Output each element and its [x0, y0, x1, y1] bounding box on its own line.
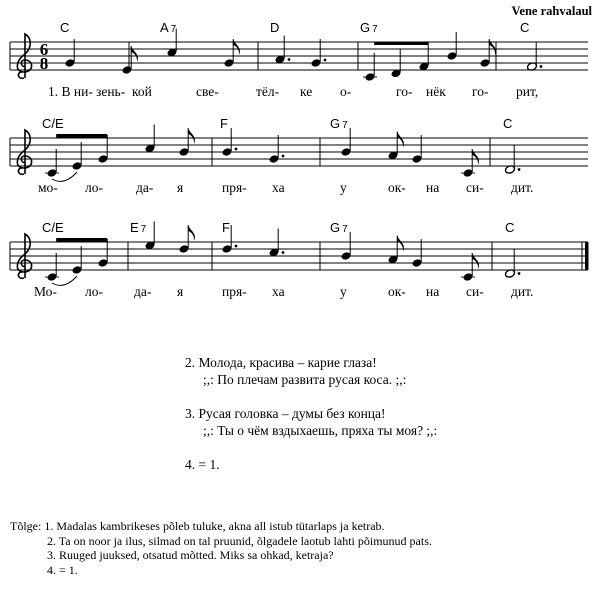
chord-symbol: G 7 [330, 220, 348, 235]
final-barline [585, 242, 589, 270]
lyric-syllable: кой [132, 84, 152, 99]
augmentation-dot [282, 251, 285, 254]
staff-system-2 [10, 116, 588, 195]
chord-symbol: C/E [42, 220, 64, 235]
lyric-syllable: си- [466, 180, 484, 195]
note-beam [374, 42, 428, 46]
lyric-syllable: дит. [511, 180, 534, 195]
note-flag [188, 225, 195, 241]
verse-3-line-2: ;,: Ты о чём вздыхаешь, пряха ты моя? ;,: [203, 423, 438, 438]
chord-symbol: G 7 [330, 116, 348, 131]
lyric-syllable: мо- [38, 180, 58, 195]
lyric-syllable: у [340, 180, 347, 195]
chord-symbol: C [520, 20, 530, 35]
chord-symbol: C [505, 220, 515, 235]
translation-line-3: 3. Ruuged juuksed, otsatud mõtted. Miks sa ohkad, ketraja? [47, 548, 334, 563]
note-flag [472, 253, 479, 269]
augmentation-dot [235, 148, 238, 151]
time-signature-top: 6 [39, 40, 49, 59]
lyric-syllable: ок- [388, 180, 406, 195]
translation-line-1: Tõlge: 1. Madalas kambrikeses põleb tuluke, akna all istub tütarlaps ja ketrab. [10, 519, 385, 533]
chord-symbol: C [503, 116, 513, 131]
translation-line-4: 4. = 1. [47, 562, 78, 577]
note-flag [472, 149, 479, 165]
lyric-syllable: пря- [222, 180, 247, 195]
lyric-syllable: го- [472, 84, 489, 99]
staff-system-3 [10, 220, 589, 299]
lyric-syllable: да- [134, 284, 152, 299]
note-flag [188, 128, 195, 144]
lyric-syllable: на [426, 180, 440, 195]
lyric-syllable: пря- [222, 284, 247, 299]
lyric-syllable: о- [340, 84, 352, 99]
lyric-syllable: у [340, 284, 347, 299]
lyric-syllable: Мо- [34, 284, 57, 299]
lyric-syllable: дит. [511, 284, 534, 299]
time-signature-bottom: 8 [39, 54, 49, 73]
lyric-syllable: рит, [516, 84, 539, 99]
chord-symbol: G 7 [360, 20, 378, 35]
lyric-syllable: на [426, 284, 440, 299]
note-flag [489, 39, 496, 55]
chord-symbol: A 7 [160, 20, 177, 35]
lyric-syllable: да- [136, 180, 154, 195]
chord-symbol: F [220, 116, 228, 131]
lyric-syllable: я [177, 180, 184, 195]
translation-line-2: 2. Ta on noor ja ilus, silmad on tal pruunid, õlgadele laotub lahti põimunud pats. [47, 533, 432, 548]
augmentation-dot [324, 59, 327, 62]
additional-verses [185, 354, 437, 473]
lyric-syllable: ха [272, 180, 285, 195]
lyric-syllable: зень- [96, 84, 126, 99]
translation-block [10, 519, 432, 577]
lyric-syllable: ха [272, 284, 285, 299]
augmentation-dot [540, 65, 543, 68]
lyric-syllable: я [177, 284, 184, 299]
chord-symbol: C/E [42, 116, 64, 131]
lyric-syllable: ке [300, 84, 313, 99]
lyric-syllable: 1. В ни- [48, 84, 93, 99]
augmentation-dot [288, 58, 291, 61]
augmentation-dot [282, 155, 285, 158]
augmentation-dot [518, 272, 521, 275]
augmentation-dot [235, 245, 238, 248]
lyric-syllable: тёл- [256, 84, 280, 99]
staff-system-1 [10, 20, 588, 99]
note-flag [233, 39, 240, 55]
verse-2-line-2: ;,: По плечам развита русая коса. ;,: [203, 372, 407, 387]
lyric-syllable: си- [466, 284, 484, 299]
chord-symbol: F [222, 220, 230, 235]
chord-symbol: C [60, 20, 70, 35]
augmentation-dot [518, 168, 521, 171]
note-flag [131, 46, 138, 62]
lyric-syllable: све- [196, 84, 219, 99]
lyric-syllable: ло- [85, 284, 103, 299]
note-beam [56, 238, 107, 242]
lyric-syllable: нёк [426, 84, 446, 99]
verse-4: 4. = 1. [185, 457, 220, 472]
chord-symbol: D [270, 20, 280, 35]
verse-3-line-1: 3. Русая головка – думы без конца! [185, 406, 386, 421]
lyric-syllable: го- [396, 84, 413, 99]
verse-2-line-1: 2. Молода, красива – карие глаза! [185, 355, 377, 370]
note-beam [56, 134, 107, 138]
lyric-syllable: ок- [388, 284, 406, 299]
lyric-syllable: ло- [85, 180, 103, 195]
chord-symbol: E 7 [130, 220, 147, 235]
source-attribution: Vene rahvalaul [511, 4, 592, 18]
